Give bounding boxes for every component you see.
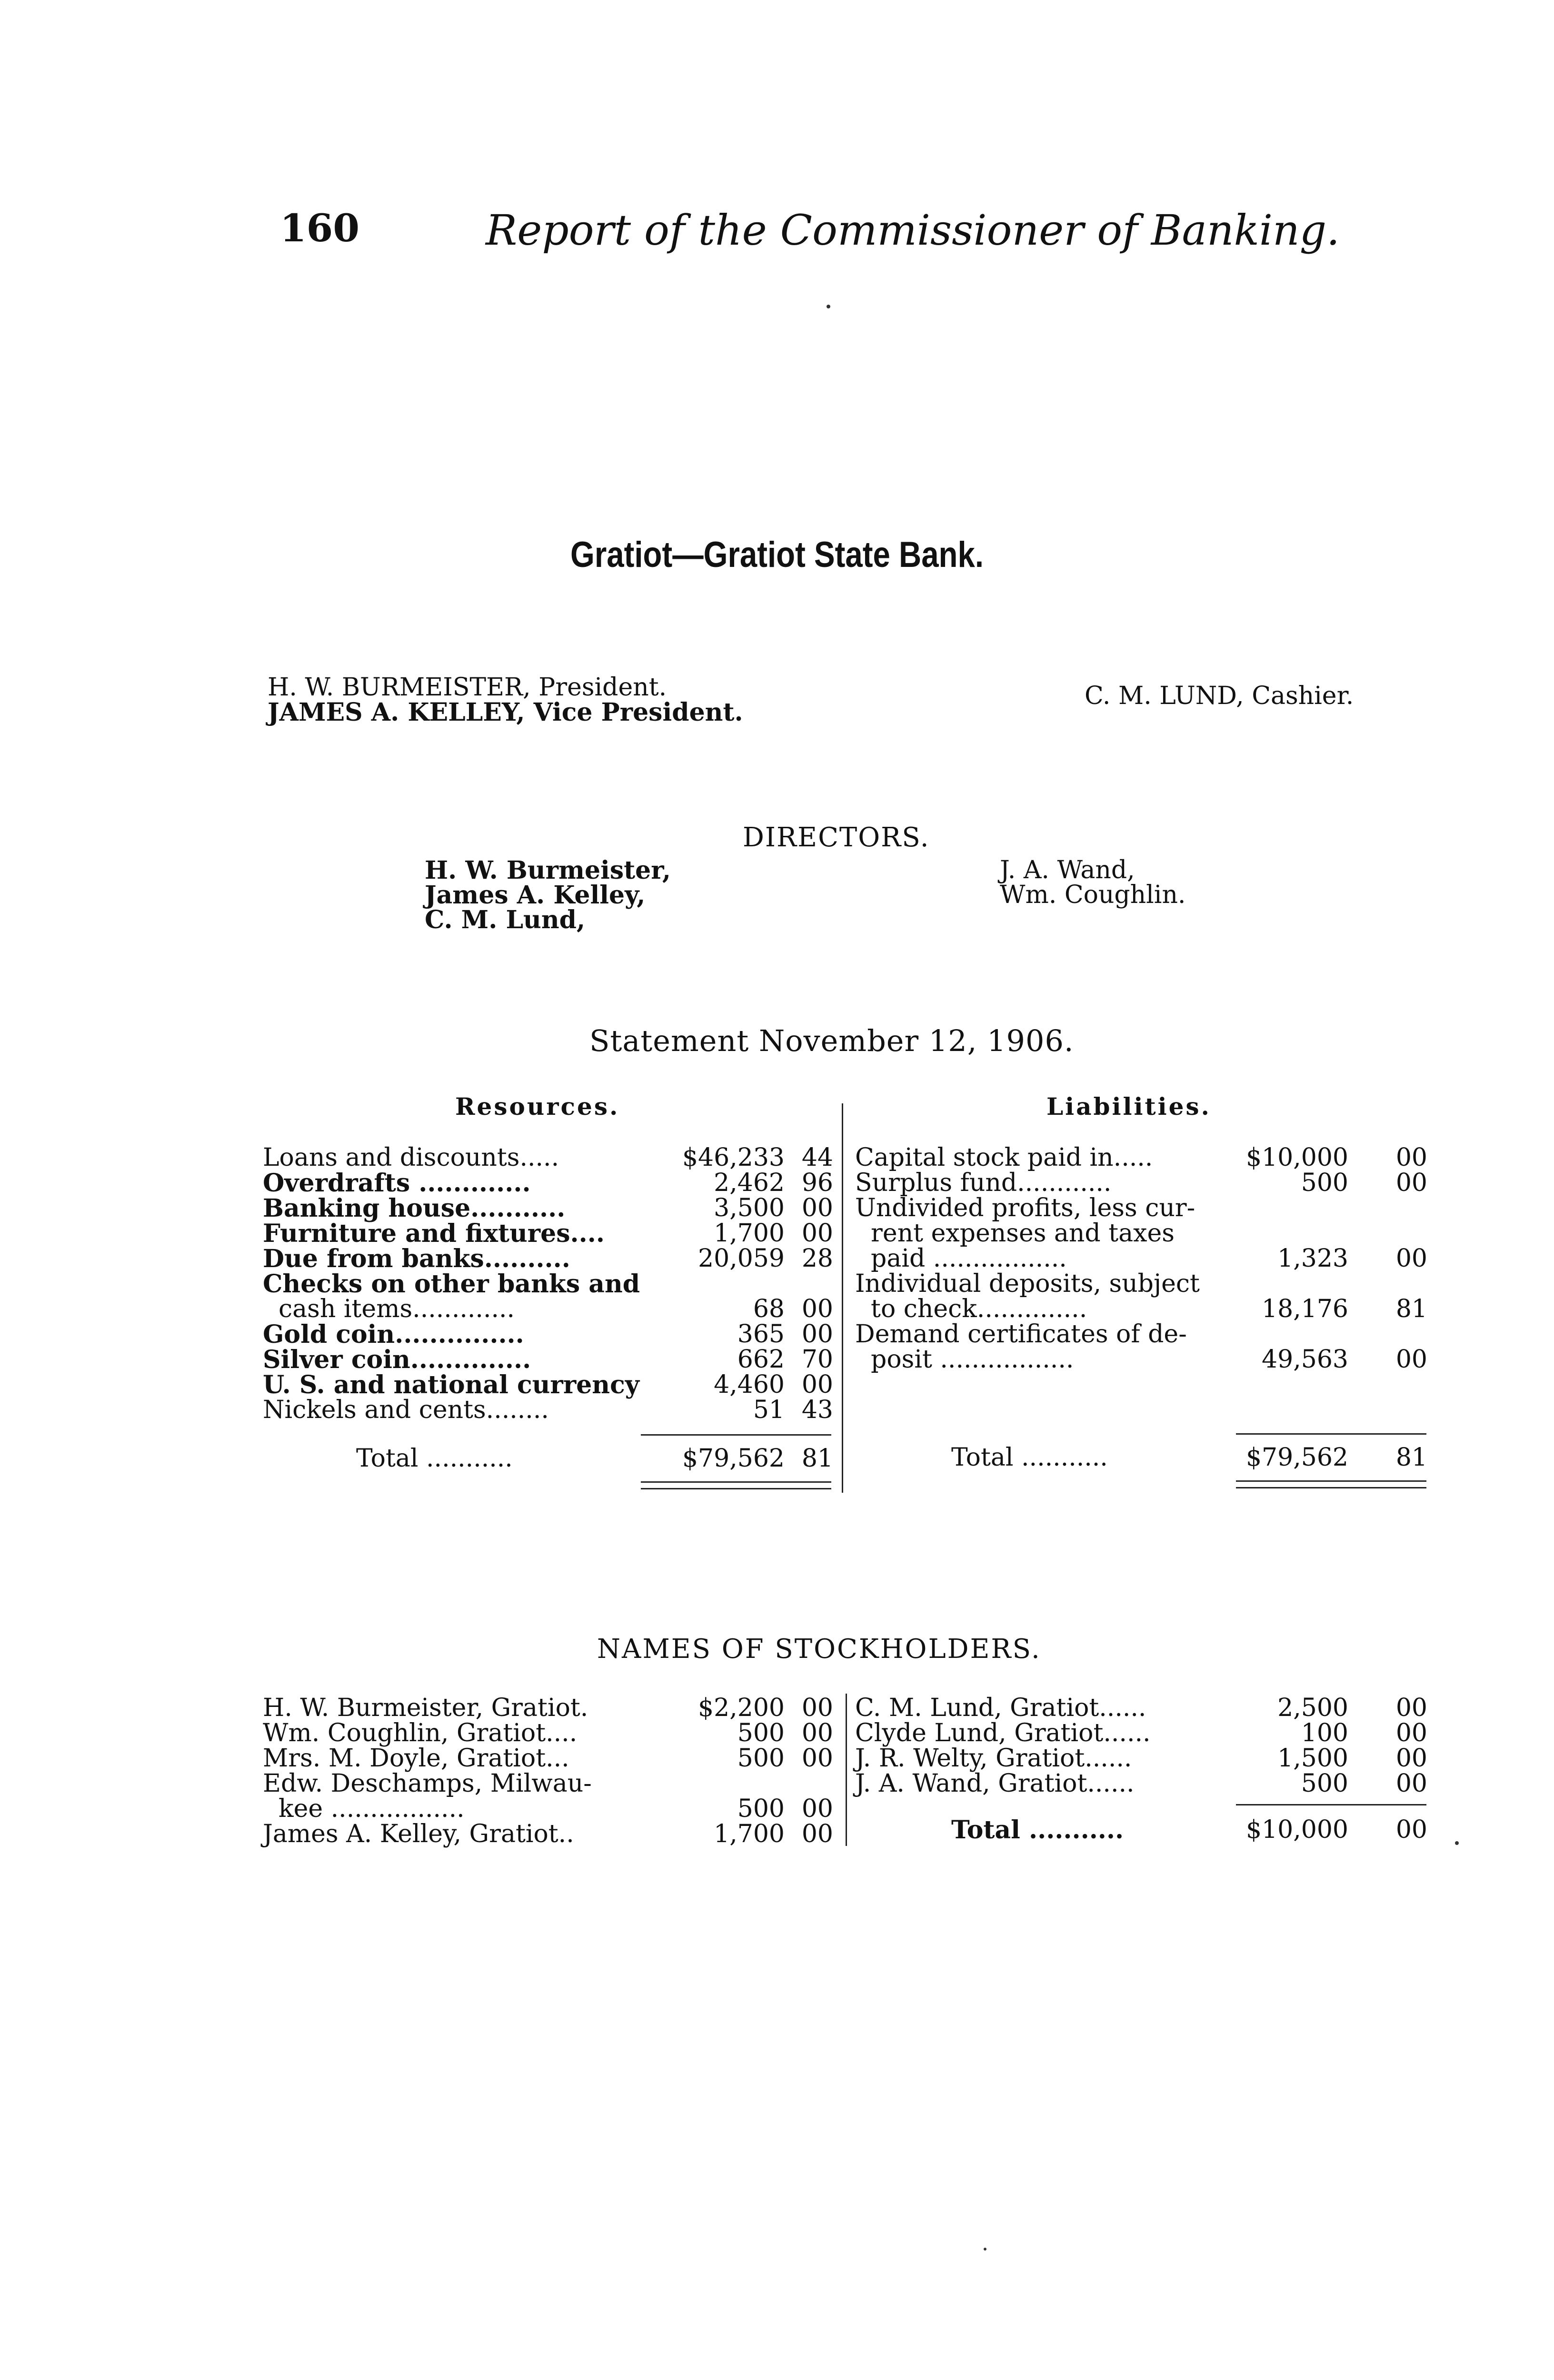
director-left-1: H. W. Burmeister, <box>425 856 671 885</box>
resource-dollars: 2,462 <box>714 1169 785 1197</box>
resources-double-rule <box>641 1488 831 1489</box>
resources-total-dollars: $79,562 <box>682 1444 785 1473</box>
resource-label: Gold coin............... <box>263 1320 524 1349</box>
resource-label: Loans and discounts..... <box>263 1143 559 1172</box>
officer-cashier: C. M. LUND, Cashier. <box>1085 682 1354 710</box>
liability-cents: 00 <box>1395 1143 1427 1172</box>
resource-label: cash items............. <box>263 1295 515 1323</box>
liability-dollars: 49,563 <box>1262 1345 1348 1374</box>
stockholder-name: H. W. Burmeister, Gratiot. <box>263 1694 588 1722</box>
stockholder-cents: 00 <box>801 1744 833 1773</box>
stockholder-name: Edw. Deschamps, Milwau- <box>263 1769 592 1798</box>
resource-dollars: 68 <box>753 1295 785 1323</box>
stockholders-total-rule <box>1236 1804 1426 1805</box>
stockholder-name: Wm. Coughlin, Gratiot.... <box>263 1719 578 1747</box>
stockholder-name: James A. Kelley, Gratiot.. <box>263 1820 574 1848</box>
liability-label: posit ................. <box>855 1345 1074 1374</box>
stockholder-dollars: 1,700 <box>714 1820 785 1848</box>
scan-speck <box>984 2248 986 2251</box>
liability-cents: 00 <box>1395 1169 1427 1197</box>
stockholder-name: J. A. Wand, Gratiot...... <box>855 1769 1135 1798</box>
liabilities-double-rule <box>1236 1480 1426 1482</box>
stockholder-name: J. R. Welty, Gratiot...... <box>855 1744 1132 1773</box>
resource-label: Silver coin.............. <box>263 1345 531 1374</box>
liability-cents: 00 <box>1395 1345 1427 1374</box>
resource-dollars: 51 <box>753 1396 785 1424</box>
resource-cents: 44 <box>801 1143 833 1172</box>
resource-cents: 00 <box>801 1320 833 1349</box>
stockholder-cents: 00 <box>801 1694 833 1722</box>
stockholder-cents: 00 <box>801 1719 833 1747</box>
liability-dollars: 500 <box>1301 1169 1348 1197</box>
stockholder-dollars: $2,200 <box>698 1694 785 1722</box>
resource-label: Checks on other banks and <box>263 1269 640 1299</box>
liabilities-total-label: Total ........... <box>951 1443 1108 1472</box>
resources-heading: Resources. <box>455 1092 620 1121</box>
liability-label: Undivided profits, less cur- <box>855 1194 1195 1222</box>
resources-total-label: Total ........... <box>356 1444 513 1473</box>
resource-cents: 00 <box>801 1219 833 1248</box>
director-left-2: James A. Kelley, <box>425 881 646 910</box>
resources-total-cents: 81 <box>801 1444 833 1473</box>
director-right-1: J. A. Wand, <box>1000 856 1135 884</box>
stockholder-dollars: 1,500 <box>1277 1744 1348 1773</box>
stockholder-name: kee ................. <box>263 1795 465 1823</box>
stockholder-cents: 00 <box>801 1795 833 1823</box>
stockholder-cents: 00 <box>1395 1744 1427 1773</box>
liability-label: Demand certificates of de- <box>855 1320 1187 1349</box>
stockholder-name: Mrs. M. Doyle, Gratiot... <box>263 1744 569 1773</box>
director-left-3: C. M. Lund, <box>425 905 586 934</box>
resource-dollars: 3,500 <box>714 1194 785 1222</box>
stockholders-total-cents: 00 <box>1395 1815 1427 1844</box>
resource-label: Overdrafts ............. <box>263 1169 531 1198</box>
officer-vice-president: JAMES A. KELLEY, Vice President. <box>268 698 743 727</box>
resource-label: Due from banks.......... <box>263 1244 570 1273</box>
liability-dollars: 18,176 <box>1262 1295 1348 1323</box>
stockholder-dollars: 2,500 <box>1277 1694 1348 1722</box>
stockholder-name: Clyde Lund, Gratiot...... <box>855 1719 1151 1747</box>
statement-date: Statement November 12, 1906. <box>589 1023 1074 1058</box>
liability-label: Capital stock paid in..... <box>855 1143 1153 1172</box>
stockholder-dollars: 500 <box>1301 1769 1348 1798</box>
liability-label: to check.............. <box>855 1295 1087 1323</box>
resource-dollars: 662 <box>737 1345 785 1374</box>
stockholders-heading: NAMES OF STOCKHOLDERS. <box>597 1634 1041 1665</box>
liabilities-double-rule <box>1236 1487 1426 1488</box>
liability-label: Individual deposits, subject <box>855 1269 1200 1298</box>
resource-cents: 00 <box>801 1194 833 1222</box>
liability-cents: 81 <box>1395 1295 1427 1323</box>
liabilities-total-rule <box>1236 1433 1426 1435</box>
liability-label: rent expenses and taxes <box>855 1219 1175 1248</box>
resource-label: Banking house........... <box>263 1194 566 1223</box>
stockholder-dollars: 500 <box>737 1719 785 1747</box>
officer-president: H. W. BURMEISTER, President. <box>268 673 667 702</box>
page-number: 160 <box>280 206 359 250</box>
liabilities-total-cents: 81 <box>1395 1443 1427 1472</box>
statement-column-rule <box>842 1103 843 1493</box>
liability-dollars: $10,000 <box>1245 1143 1348 1172</box>
directors-heading: DIRECTORS. <box>743 822 930 853</box>
resource-dollars: 20,059 <box>698 1244 785 1273</box>
resource-dollars: $46,233 <box>682 1143 785 1172</box>
resource-dollars: 4,460 <box>714 1370 785 1399</box>
scan-speck <box>827 305 830 308</box>
liability-label: paid ................. <box>855 1244 1067 1273</box>
director-right-2: Wm. Coughlin. <box>1000 881 1186 909</box>
stockholder-dollars: 100 <box>1301 1719 1348 1747</box>
stockholder-cents: 00 <box>801 1820 833 1848</box>
liability-label: Surplus fund............ <box>855 1169 1112 1197</box>
resource-label: Furniture and fixtures.... <box>263 1219 605 1248</box>
resources-double-rule <box>641 1481 831 1483</box>
stockholder-dollars: 500 <box>737 1795 785 1823</box>
resource-dollars: 1,700 <box>714 1219 785 1248</box>
liability-dollars: 1,323 <box>1277 1244 1348 1273</box>
stockholder-cents: 00 <box>1395 1719 1427 1747</box>
resources-total-rule <box>641 1434 831 1436</box>
bank-title: Gratiot—Gratiot State Bank. <box>570 535 984 575</box>
resource-cents: 96 <box>801 1169 833 1197</box>
stockholder-dollars: 500 <box>737 1744 785 1773</box>
stockholder-name: C. M. Lund, Gratiot...... <box>855 1694 1146 1722</box>
liabilities-heading: Liabilities. <box>1046 1092 1211 1121</box>
resource-label: U. S. and national currency <box>263 1370 639 1399</box>
stockholders-total-label: Total ........... <box>951 1815 1124 1844</box>
resource-cents: 43 <box>801 1396 833 1424</box>
resource-label: Nickels and cents........ <box>263 1396 549 1424</box>
liabilities-total-dollars: $79,562 <box>1245 1443 1348 1472</box>
stockholder-cents: 00 <box>1395 1769 1427 1798</box>
stockholders-column-rule <box>846 1694 847 1846</box>
running-title: Report of the Commissioner of Banking. <box>486 206 1340 255</box>
stockholders-total-dollars: $10,000 <box>1245 1815 1348 1844</box>
scan-speck <box>1455 1841 1459 1845</box>
resource-cents: 00 <box>801 1370 833 1399</box>
stockholder-cents: 00 <box>1395 1694 1427 1722</box>
resource-dollars: 365 <box>737 1320 785 1349</box>
resource-cents: 00 <box>801 1295 833 1323</box>
liability-cents: 00 <box>1395 1244 1427 1273</box>
resource-cents: 28 <box>801 1244 833 1273</box>
resource-cents: 70 <box>801 1345 833 1374</box>
